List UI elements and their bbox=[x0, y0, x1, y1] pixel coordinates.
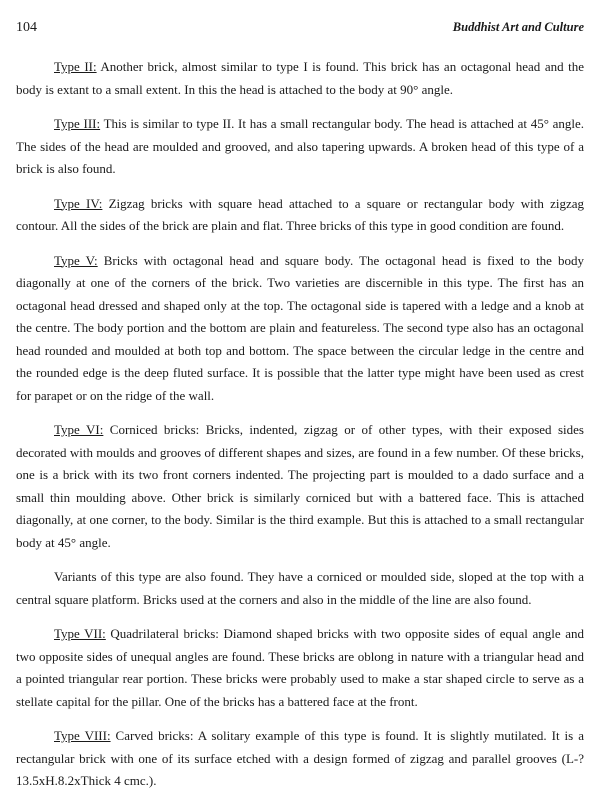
paragraph-type-ii bbox=[16, 56, 584, 101]
running-title: Buddhist Art and Culture bbox=[452, 20, 584, 34]
type-label: Type VII: bbox=[54, 626, 106, 641]
type-label: Type III: bbox=[54, 116, 101, 131]
paragraph-type-vii bbox=[16, 623, 584, 713]
paragraph-type-v bbox=[16, 250, 584, 408]
page-number: 104 bbox=[16, 20, 37, 35]
paragraph-text: Quadrilateral bricks: Diamond shaped bricks with two opposite sides of equal angle and two opposite sides of unequal angles are found. These bricks are oblong in nature with a triangular head and a pointed triangular rear portion. These bricks were probably used to make a star shaped circle to serve as a stellate capital for the pillar. One of the bricks has a battered face at the front. bbox=[16, 626, 584, 709]
paragraph-text: Variants of this type are also found. They have a corniced or moulded side, sloped at the top with a central square platform. Bricks used at the corners and also in the middle of the line are also found. bbox=[16, 569, 584, 607]
paragraph-type-vi bbox=[16, 419, 584, 554]
type-label: Type II: bbox=[54, 59, 97, 74]
page-header bbox=[16, 20, 584, 42]
type-label: Type IV: bbox=[54, 195, 103, 211]
paragraph-text: Bricks with octagonal head and square body. The octagonal head is fixed to the body diagonally at one of the corners of the brick. Two varieties are discernible in this type. The first has an octagonal head dressed and shaped only at the top. The octagonal side is tapered with a ledge and a knob at the centre. The body portion and the bottom are plain and featureless. The second type also has an octagonal head rounded and moulded at both top and bottom. The space between the circular ledge in the centre and the rounded edge is the deep fluted surface. It is possible that the latter type might have been used as crest for parapet or on the ridge of the wall. bbox=[16, 252, 585, 403]
page-body bbox=[16, 56, 584, 793]
paragraph-type-vi-variants bbox=[16, 566, 584, 611]
paragraph-text: Zigzag bricks with square head attached to a square or rectangular body with zigzag contour. All the sides of the brick are plain and flat. Three bricks of this type in good condition are found. bbox=[16, 195, 584, 233]
paragraph-type-viii bbox=[16, 725, 584, 793]
paragraph-text: Another brick, almost similar to type I is found. This brick has an octagonal head and the body is extant to a small extent. In this the head is attached to the body at 90° angle. bbox=[16, 59, 584, 97]
paragraph-type-iii bbox=[16, 113, 584, 181]
paragraph-text: This is similar to type II. It has a small rectangular body. The head is attached at 45° angle. The sides of the head are moulded and grooved, and also tapering upwards. A broken head of this type of a brick is also found. bbox=[16, 116, 584, 176]
book-page bbox=[16, 20, 584, 805]
paragraph-type-iv bbox=[16, 193, 584, 238]
paragraph-text: Corniced bricks: Bricks, indented, zigzag or of other types, with their exposed sides decorated with moulds and grooves of different shapes and sizes, are found in a few number. Of these bricks, one is a brick with its two front corners indented. The projecting part is moulded to a dado surface and a small thin moulding above. Other brick is similarly corniced but with a battered face. This is attached diagonally, at one corner, to the body. Similar is the third example. But this is attached to a small rectangular body at 45° angle. bbox=[16, 422, 584, 550]
paragraph-text: Carved bricks: A solitary example of this type is found. It is slightly mutilated. It is a rectangular brick with one of its surface etched with a design formed of zigzag and parallel grooves (L-? 13.5xH.8.2xThick 4 cmc.). bbox=[16, 728, 584, 788]
type-label: Type VI: bbox=[54, 422, 104, 437]
type-label: Type V: bbox=[54, 252, 98, 268]
type-label: Type VIII: bbox=[54, 728, 111, 743]
